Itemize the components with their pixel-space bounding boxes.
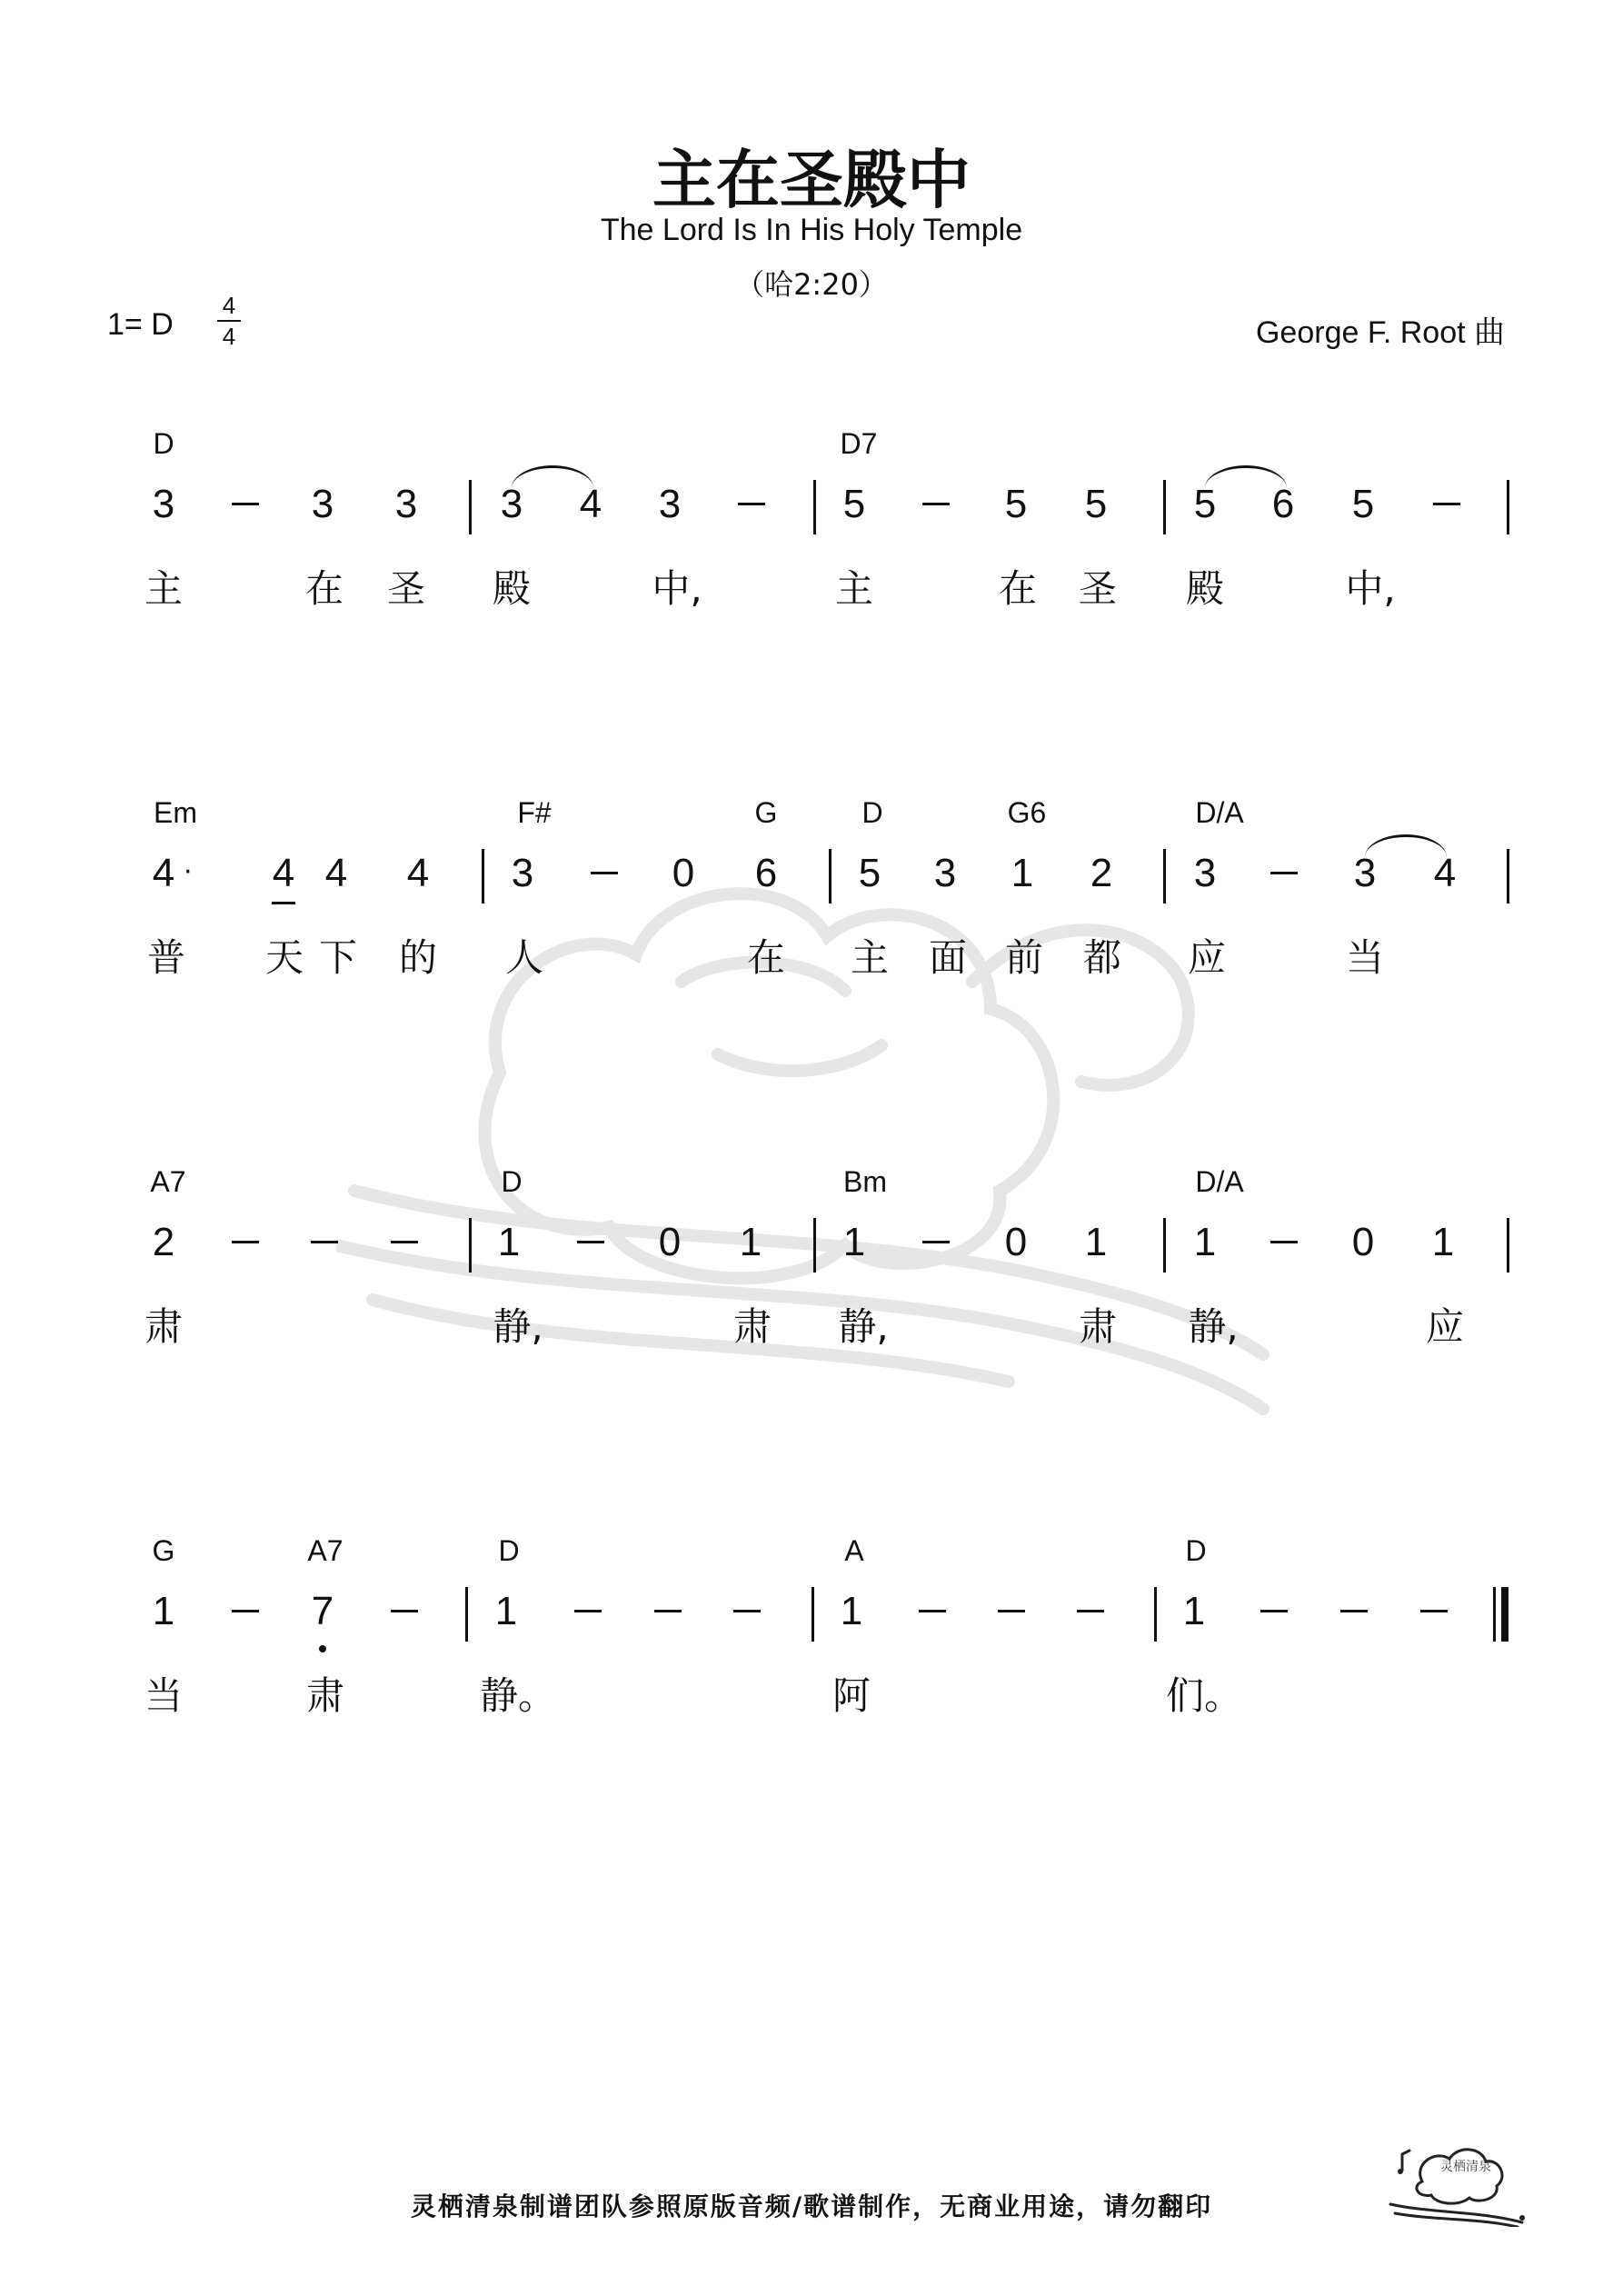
augmentation-dot: · (184, 856, 193, 888)
note: 3 (311, 482, 334, 526)
note: 7 (311, 1589, 334, 1633)
music-system-4 (0, 1534, 1623, 1834)
sustain-dash (922, 1241, 950, 1243)
note: 4 (324, 851, 348, 895)
barline (1154, 1587, 1157, 1642)
note: 5 (1084, 482, 1108, 526)
note: 1 (840, 1589, 863, 1633)
barline (1163, 1218, 1166, 1273)
lyric: 在 (998, 566, 1038, 611)
barline (469, 480, 472, 534)
lyric: 静。 (479, 1673, 557, 1718)
sustain-dash (1420, 1610, 1448, 1612)
note: 5 (1351, 482, 1375, 526)
sustain-dash (391, 1241, 418, 1243)
sustain-dash (654, 1610, 682, 1612)
sustain-dash (574, 1610, 602, 1612)
lyric: 在 (304, 566, 344, 611)
lyric: 静, (493, 1304, 543, 1349)
note: 1 (1011, 851, 1034, 895)
barline (1163, 849, 1166, 903)
note: 6 (754, 851, 778, 895)
note: 1 (1182, 1589, 1206, 1633)
note: 5 (858, 851, 881, 895)
lyric: 中, (652, 566, 702, 611)
chord-label: D/A (1195, 1165, 1244, 1198)
lyric: 天 (264, 935, 304, 980)
note: 6 (1271, 482, 1295, 526)
sustain-dash (1340, 1610, 1368, 1612)
lyric: 殿 (492, 566, 532, 611)
lyric: 的 (398, 935, 438, 980)
key-signature: 1= D (107, 307, 174, 342)
lyric: 肃 (732, 1304, 772, 1349)
note: 1 (152, 1589, 175, 1633)
lyric: 应 (1187, 935, 1227, 980)
lyric: 应 (1425, 1304, 1465, 1349)
note: 3 (500, 482, 523, 526)
lyric: 阿 (831, 1673, 871, 1718)
note: 3 (152, 482, 175, 526)
barline (813, 1218, 816, 1273)
lyric: 在 (746, 935, 786, 980)
lyric: 静, (1188, 1304, 1239, 1349)
barline (1507, 1218, 1509, 1273)
note: 2 (1090, 851, 1113, 895)
music-system-2 (0, 796, 1623, 1096)
eighth-underline (272, 902, 295, 904)
lyric: 当 (1345, 935, 1385, 980)
note: 4 (152, 851, 175, 895)
lyric: 主 (850, 935, 890, 980)
final-barline-thick (1501, 1587, 1508, 1642)
chord-label: Bm (843, 1165, 887, 1198)
sustain-dash (391, 1610, 418, 1612)
barline (1507, 480, 1509, 534)
note: 3 (511, 851, 534, 895)
logo-text: 灵栖清泉 (1440, 2160, 1491, 2174)
lyric: 圣 (386, 566, 426, 611)
barline (1507, 849, 1509, 903)
note: 2 (152, 1220, 175, 1264)
copyright-footer: 灵栖清泉制谱团队参照原版音频/歌谱制作，无商业用途，请勿翻印 (410, 2191, 1213, 2221)
lyric: 肃 (1078, 1304, 1118, 1349)
sustain-dash (998, 1610, 1025, 1612)
lyric: 人 (504, 935, 544, 980)
note: 3 (1353, 851, 1377, 895)
note: 1 (494, 1589, 518, 1633)
chord-label: G6 (1007, 796, 1047, 829)
note: 3 (1193, 851, 1217, 895)
chord-label: F# (517, 796, 552, 829)
sustain-dash (1270, 1241, 1298, 1243)
lyric: 前 (1004, 935, 1044, 980)
lyric: 主 (834, 566, 874, 611)
chord-label: D7 (840, 427, 878, 460)
chord-label: D (1185, 1534, 1207, 1567)
note: 4 (1433, 851, 1457, 895)
lyric: 静, (838, 1304, 889, 1349)
sustain-dash (1077, 1610, 1104, 1612)
sustain-dash (922, 503, 950, 505)
sustain-dash (1270, 872, 1298, 874)
sheep-logo-icon (1386, 2127, 1531, 2227)
lower-octave-dot (319, 1645, 326, 1652)
song-subtitle: The Lord Is In His Holy Temple (600, 213, 1023, 247)
sustain-dash (591, 872, 618, 874)
lyric: 肃 (144, 1304, 184, 1349)
lyric: 都 (1082, 935, 1122, 980)
sustain-dash (733, 1610, 761, 1612)
barline (482, 849, 484, 903)
chord-label: A7 (150, 1165, 186, 1198)
barline (465, 1587, 468, 1642)
lyric: 圣 (1078, 566, 1118, 611)
note: 0 (1004, 1220, 1028, 1264)
chord-label: Em (154, 796, 197, 829)
note: 5 (1004, 482, 1028, 526)
lyric: 中, (1345, 566, 1396, 611)
time-signature-bottom: 4 (222, 323, 236, 350)
barline (1163, 480, 1166, 534)
lyric: 主 (144, 566, 184, 611)
sustain-dash (1260, 1610, 1288, 1612)
note: 1 (739, 1220, 762, 1264)
note: 5 (1193, 482, 1217, 526)
lyric: 当 (144, 1673, 184, 1718)
note: 0 (672, 851, 695, 895)
sustain-dash (311, 1241, 338, 1243)
sustain-dash (919, 1610, 946, 1612)
sustain-dash (1433, 503, 1460, 505)
composer: George F. Root 曲 (1255, 315, 1505, 350)
chord-label: A (844, 1534, 864, 1567)
barline (469, 1218, 472, 1273)
note: 1 (1084, 1220, 1108, 1264)
chord-label: G (754, 796, 778, 829)
sustain-dash (232, 1241, 259, 1243)
time-signature-top: 4 (222, 292, 236, 319)
barline (829, 849, 831, 903)
song-title: 主在圣殿中 (652, 143, 971, 217)
chord-label: D (501, 1165, 523, 1198)
note: 1 (842, 1220, 866, 1264)
music-system-1 (0, 427, 1623, 727)
music-system-3 (0, 1165, 1623, 1465)
note: 3 (394, 482, 418, 526)
final-barline-thin (1493, 1587, 1496, 1642)
barline (813, 480, 816, 534)
note: 1 (497, 1220, 521, 1264)
note: 3 (933, 851, 957, 895)
chord-label: D/A (1195, 796, 1244, 829)
lyric: 们。 (1165, 1673, 1243, 1718)
time-signature (214, 293, 244, 349)
note: 5 (842, 482, 866, 526)
lyric: 肃 (305, 1673, 345, 1718)
note: 0 (658, 1220, 682, 1264)
note: 4 (272, 851, 295, 895)
sustain-dash (577, 1241, 604, 1243)
scripture-reference: （哈2:20） (735, 267, 888, 302)
note: 4 (406, 851, 430, 895)
note: 4 (579, 482, 602, 526)
sustain-dash (738, 503, 765, 505)
chord-label: D (153, 427, 174, 460)
chord-label: G (152, 1534, 175, 1567)
note: 0 (1351, 1220, 1375, 1264)
lyric: 殿 (1185, 566, 1225, 611)
lyric: 普 (146, 935, 186, 980)
lyric: 面 (928, 935, 968, 980)
note: 3 (658, 482, 682, 526)
lyric: 下 (318, 935, 358, 980)
sustain-dash (232, 1610, 259, 1612)
chord-label: D (498, 1534, 520, 1567)
barline (812, 1587, 814, 1642)
chord-label: A7 (307, 1534, 344, 1567)
note: 1 (1193, 1220, 1217, 1264)
chord-label: D (861, 796, 883, 829)
note: 1 (1431, 1220, 1455, 1264)
sustain-dash (232, 503, 259, 505)
